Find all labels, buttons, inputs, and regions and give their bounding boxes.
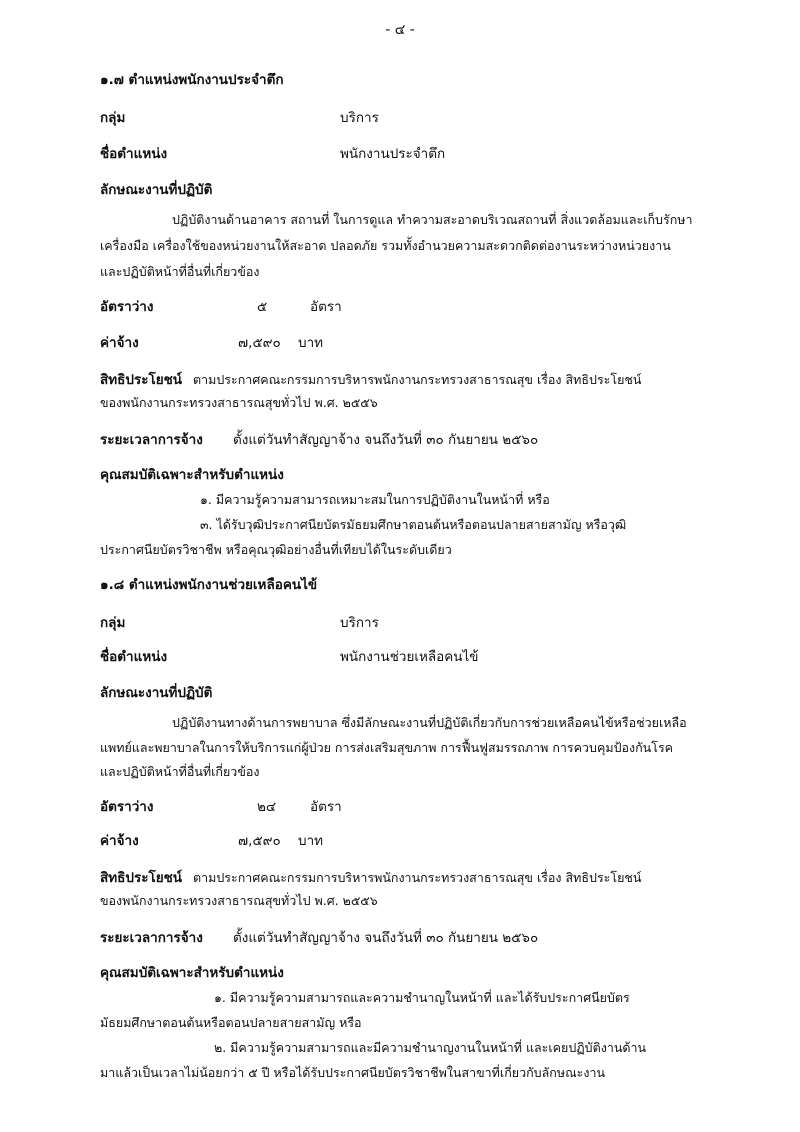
benefit-label: สิทธิประโยชน์ [100, 870, 183, 886]
qualification-line: ๑. มีความรู้ความสามารถเหมาะสมในการปฏิบัติงานในหน้าที่ หรือ [200, 492, 550, 507]
group-value: บริการ [340, 110, 379, 126]
position-label: ชื่อตำแหน่ง [100, 146, 168, 162]
wage-label: ค่าจ้าง [100, 833, 139, 849]
group-label: กลุ่ม [100, 615, 126, 631]
period-label: ระยะเวลาการจ้าง [100, 930, 203, 946]
page-number: - ๔ - [385, 22, 415, 38]
position-value: พนักงานประจำตึก [340, 146, 446, 162]
benefit-text: ตามประกาศคณะกรรมการบริหารพนักงานกระทรวงสาธารณสุข เรื่อง สิทธิประโยชน์ [193, 870, 642, 885]
position-value: พนักงานช่วยเหลือคนไข้ [340, 649, 479, 665]
section-heading-1-8: ๑.๘ ตำแหน่งพนักงานช่วยเหลือคนไข้ [100, 577, 318, 593]
wage-value: ๗,๕๙๐ [238, 335, 281, 351]
vacancy-unit: อัตรา [310, 799, 342, 815]
duty-line: และปฏิบัติหน้าที่อื่นที่เกี่ยวข้อง [100, 264, 260, 279]
vacancy-unit: อัตรา [310, 299, 342, 315]
vacancy-label: อัตราว่าง [100, 299, 154, 315]
benefit-label: สิทธิประโยชน์ [100, 372, 183, 388]
group-label: กลุ่ม [100, 110, 126, 126]
qualification-line: ๒. มีความรู้ความสามารถและมีความชำนาญงานในหน้าที่ และเคยปฏิบัติงานด้าน [214, 1040, 647, 1055]
period-value: ตั้งแต่วันทำสัญญาจ้าง จนถึงวันที่ ๓๐ กันยายน ๒๕๖๐ [233, 432, 539, 448]
qualification-line: มาแล้วเป็นเวลาไม่น้อยกว่า ๕ ปี หรือได้รับประกาศนียบัตรวิชาชีพในสาขาที่เกี่ยวกับลักษณะงาน [100, 1065, 606, 1080]
duty-line: เครื่องมือ เครื่องใช้ของหน่วยงานให้สะอาด ปลอดภัย รวมทั้งอำนวยความสะดวกติดต่องานระหว่างหน่วยงาน [100, 238, 671, 253]
vacancy-label: อัตราว่าง [100, 799, 154, 815]
benefit-text: ตามประกาศคณะกรรมการบริหารพนักงานกระทรวงสาธารณสุข เรื่อง สิทธิประโยชน์ [193, 372, 642, 387]
wage-unit: บาท [298, 335, 324, 351]
period-label: ระยะเวลาการจ้าง [100, 432, 203, 448]
qualification-label: คุณสมบัติเฉพาะสำหรับตำแหน่ง [100, 965, 284, 981]
duty-label: ลักษณะงานที่ปฏิบัติ [100, 182, 213, 198]
wage-value: ๗,๕๙๐ [238, 833, 281, 849]
qualification-line: ๓. ได้รับวุฒิประกาศนียบัตรมัธยมศึกษาตอนต้นหรือตอนปลายสายสามัญ หรือวุฒิ [200, 517, 627, 532]
group-value: บริการ [340, 615, 379, 631]
duty-line: ปฏิบัติงานทางด้านการพยาบาล ซึ่งมีลักษณะงานที่ปฏิบัติเกี่ยวกับการช่วยเหลือคนไข้หรือช่วยเหลือ [172, 715, 687, 730]
qualification-line: ๑. มีความรู้ความสามารถและความชำนาญในหน้าที่ และได้รับประกาศนียบัตร [214, 990, 630, 1005]
benefit-text: ของพนักงานกระทรวงสาธารณสุขทั่วไป พ.ศ. ๒๕๕๖ [100, 395, 378, 410]
qualification-label: คุณสมบัติเฉพาะสำหรับตำแหน่ง [100, 467, 284, 483]
vacancy-value: ๕ [257, 299, 268, 315]
duty-line: และปฏิบัติหน้าที่อื่นที่เกี่ยวข้อง [100, 764, 260, 779]
duty-line: แพทย์และพยาบาลในการให้บริการแก่ผู้ป่วย การส่งเสริมสุขภาพ การฟื้นฟูสมรรถภาพ การควบคุมป้องกันโรค [100, 740, 674, 755]
section-heading-1-7: ๑.๗ ตำแหน่งพนักงานประจำตึก [100, 72, 284, 88]
benefit-text: ของพนักงานกระทรวงสาธารณสุขทั่วไป พ.ศ. ๒๕๕๖ [100, 893, 378, 908]
wage-label: ค่าจ้าง [100, 335, 139, 351]
period-value: ตั้งแต่วันทำสัญญาจ้าง จนถึงวันที่ ๓๐ กันยายน ๒๕๖๐ [233, 930, 539, 946]
qualification-line: ประกาศนียบัตรวิชาชีพ หรือคุณวุฒิอย่างอื่นที่เทียบได้ในระดับเดียว [100, 542, 452, 557]
qualification-line: มัธยมศึกษาตอนต้นหรือตอนปลายสายสามัญ หรือ [100, 1015, 362, 1030]
position-label: ชื่อตำแหน่ง [100, 649, 168, 665]
duty-label: ลักษณะงานที่ปฏิบัติ [100, 685, 213, 701]
duty-line: ปฏิบัติงานด้านอาคาร สถานที่ ในการดูแล ทำความสะอาดบริเวณสถานที่ สิ่งแวดล้อมและเก็บรักษา [172, 212, 693, 227]
vacancy-value: ๒๔ [257, 799, 277, 815]
wage-unit: บาท [298, 833, 324, 849]
